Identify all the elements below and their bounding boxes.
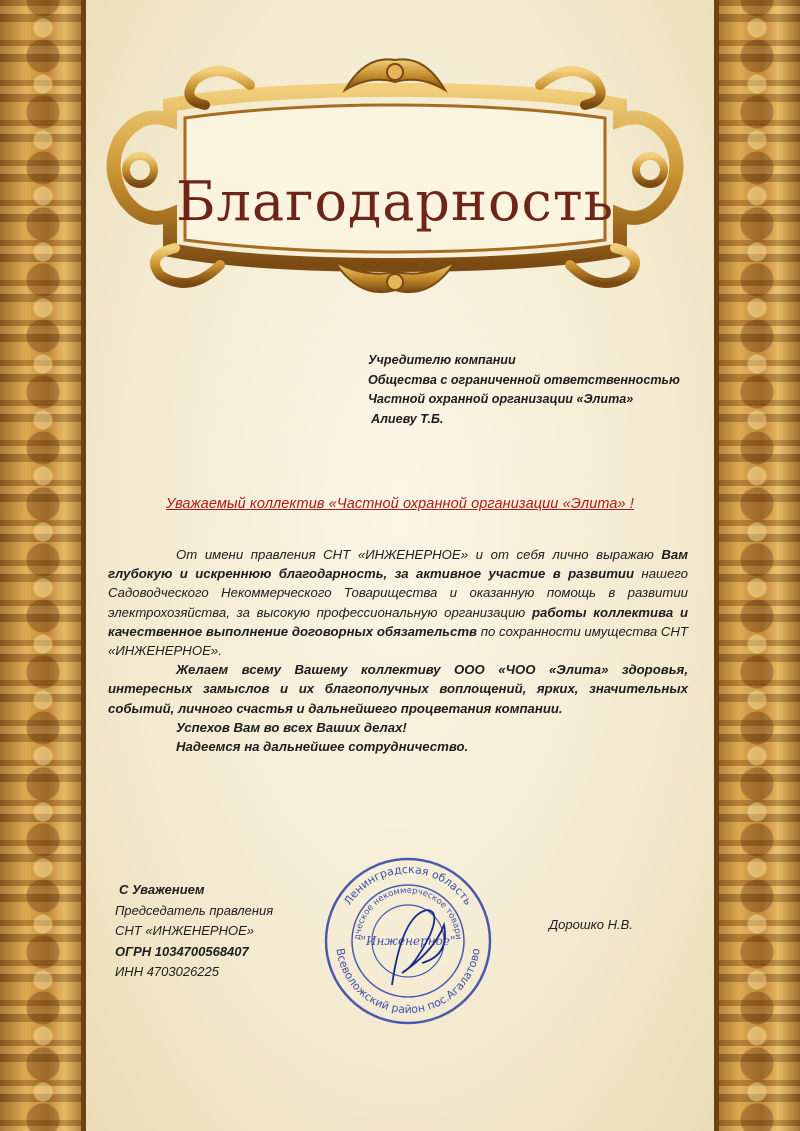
gratitude-text-start: От имени правления СНТ «ИНЖЕНЕРНОЕ» и от себя лично выражаю <box>176 547 662 562</box>
title-cartouche <box>100 50 690 305</box>
paragraph-success: Успехов Вам во всех Ваших делах! <box>176 719 407 735</box>
organization-stamp <box>322 855 494 1027</box>
ornamental-border-right <box>714 0 800 1131</box>
letter-body <box>108 545 688 756</box>
signature-ogrn: ОГРН 1034700568407 <box>115 943 249 959</box>
gratitude-text-end: по сохранности имущества СНТ «ИНЖЕНЕРНОЕ». <box>108 623 688 659</box>
stamp-seal <box>322 855 494 1027</box>
signature-regards: С Уважением <box>119 882 205 897</box>
signature-organization: СНТ «ИНЖЕНЕРНОЕ» <box>115 923 254 938</box>
paragraph-gratitude <box>108 545 688 660</box>
addressee-line-4: Алиеву Т.Б. <box>371 411 444 426</box>
addressee-line-3: Частной охранной организации «Элита» <box>368 392 634 406</box>
gratitude-text-mid: нашего Садоводческого Некоммерческого Товарищества и оказанную помощь в развитии электрохозяйства, за высокую профессиональную организацию <box>108 566 688 620</box>
certificate-title: Благодарность <box>175 170 614 233</box>
stamp-center-text: "Инженерное" <box>360 934 456 948</box>
stamp-org-type-text: дческое некоммерческое товари <box>352 885 464 941</box>
ornamental-border-left <box>0 0 86 1131</box>
signature-position: Председатель правления <box>115 902 274 918</box>
addressee-line-1: Учредителю компании <box>368 353 516 367</box>
salutation: Уважаемый коллектив «Частной охранной организации «Элита» ! <box>166 496 634 512</box>
signer-name: Дорошко Н.В. <box>549 917 633 932</box>
gratitude-text-bold: Вам глубокую и искреннюю благодарность, за активное участие в развитии <box>108 547 688 582</box>
paragraph-cooperation: Надеемся на дальнейшее сотрудничество. <box>176 739 469 755</box>
addressee-line-2: Общества с ограниченной ответственностью <box>368 372 680 387</box>
stamp-region-text: Ленинградская область <box>341 862 475 908</box>
stamp-district-text: Всеволожский район пос.Агалатово <box>333 947 483 1017</box>
paragraph-wishes: Желаем всему Вашему коллективу ООО «ЧОО «Элита» здоровья, интересных замыслов и их благополучных воплощений, ярких, значительных событий, личного счастья и дальнейшего процветания компании. <box>108 662 688 716</box>
signature-inn: ИНН 4703026225 <box>115 964 219 979</box>
signature-block <box>115 880 273 983</box>
gratitude-text-bold-2: работы коллектива и качественное выполнение договорных обязательств <box>108 604 688 639</box>
addressee-block <box>368 351 698 429</box>
